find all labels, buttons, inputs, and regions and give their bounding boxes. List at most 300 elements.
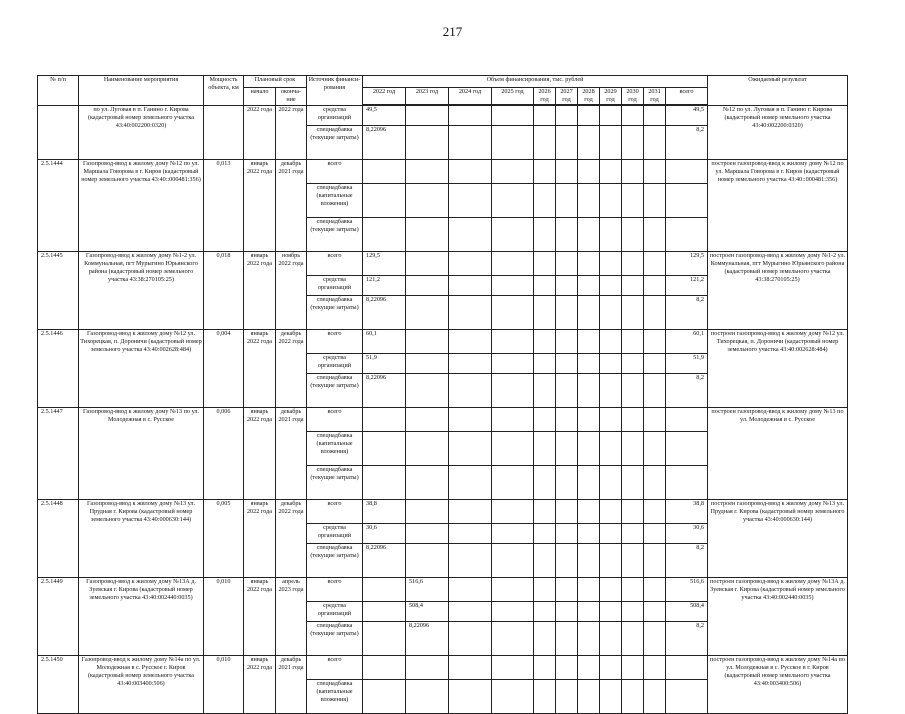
year-value <box>492 125 534 159</box>
header-year: 2024 год <box>449 88 492 105</box>
year-value <box>644 275 666 295</box>
row-num <box>38 105 79 159</box>
year-value: 38,8 <box>363 499 406 523</box>
year-value <box>363 431 406 465</box>
year-value <box>578 159 600 183</box>
measure-name: Газопровод-ввод к жилому дому №14а по ул. Молодежная в с. Русское г. Киров (кадастровый номер земельного участка 43:40:003400:506) <box>79 655 204 713</box>
year-value <box>578 217 600 251</box>
total-value: 121,2 <box>666 275 708 295</box>
funding-source: спецнадбавка (капитальные вложения) <box>307 183 363 217</box>
total-value <box>666 407 708 431</box>
year-value <box>644 655 666 679</box>
year-value <box>556 543 578 577</box>
funding-source: спецнадбавка (капитальные вложения) <box>307 431 363 465</box>
header-capacity: Мощность объекта, км <box>204 76 244 106</box>
year-value <box>622 217 644 251</box>
year-value <box>600 499 622 523</box>
year-value <box>449 601 492 621</box>
term-start: январь 2022 года <box>244 251 276 329</box>
expected-result: построен газопровод-ввод к жилому дому №13А д. Зуевская г. Кирова (кадастровый номер земельного участка 43:40:002440:0035) <box>708 577 848 655</box>
total-value: 38,8 <box>666 499 708 523</box>
year-value <box>644 295 666 329</box>
year-value <box>622 183 644 217</box>
year-value <box>600 465 622 499</box>
total-value: 508,4 <box>666 601 708 621</box>
year-value <box>449 431 492 465</box>
measure-name: по ул. Луговая в п. Ганино г. Кирова (кадастровый номер земельного участка 43:40:002200:0320) <box>79 105 204 159</box>
year-value <box>492 601 534 621</box>
header-name: Наименование мероприятия <box>79 76 204 106</box>
year-value <box>492 353 534 373</box>
capacity: 0,005 <box>204 499 244 577</box>
header-result: Ожидаемый результат <box>708 76 848 106</box>
year-value <box>492 431 534 465</box>
year-value: 8,22096 <box>363 295 406 329</box>
capacity <box>204 105 244 159</box>
year-value <box>492 655 534 679</box>
year-value <box>363 183 406 217</box>
year-value <box>406 159 449 183</box>
header-year: 2026 год <box>534 88 556 105</box>
table-row <box>38 251 848 275</box>
year-value <box>406 679 449 713</box>
header-year: 2031 год <box>644 88 666 105</box>
row-num: 2.5.1448 <box>38 499 79 577</box>
year-value <box>600 353 622 373</box>
year-value <box>600 543 622 577</box>
year-value <box>600 125 622 159</box>
year-value <box>622 523 644 543</box>
term-end: 2022 года <box>276 105 307 159</box>
term-start: январь 2022 года <box>244 407 276 499</box>
funding-source: спецнадбавка (капитальные вложения) <box>307 679 363 713</box>
funding-source: спецнадбавка (текущие затраты) <box>307 543 363 577</box>
funding-source: спецнадбавка (текущие затраты) <box>307 465 363 499</box>
year-value <box>556 523 578 543</box>
year-value <box>622 329 644 353</box>
table-row <box>38 499 848 523</box>
year-value <box>449 577 492 601</box>
header-year: 2027 год <box>556 88 578 105</box>
year-value <box>492 183 534 217</box>
year-value <box>622 621 644 655</box>
year-value <box>644 465 666 499</box>
page-number: 217 <box>442 24 463 39</box>
measure-name: Газопровод-ввод к жилому дому №12 по ул. Маршала Говорова в г. Киров (кадастровый номер земельного участка 43:40::000481:356) <box>79 159 204 251</box>
term-start: январь 2022 года <box>244 329 276 407</box>
year-value: 508,4 <box>406 601 449 621</box>
year-value <box>622 275 644 295</box>
year-value <box>449 499 492 523</box>
term-start: январь 2022 года <box>244 577 276 655</box>
year-value <box>600 577 622 601</box>
year-value <box>600 601 622 621</box>
year-value <box>363 407 406 431</box>
year-value <box>644 679 666 713</box>
year-value <box>578 353 600 373</box>
year-value <box>406 499 449 523</box>
year-value <box>578 105 600 125</box>
year-value <box>644 329 666 353</box>
total-value <box>666 655 708 679</box>
total-value: 51,9 <box>666 353 708 373</box>
year-value <box>556 431 578 465</box>
header-term: Плановый срок <box>244 76 307 88</box>
year-value <box>492 275 534 295</box>
year-value <box>622 431 644 465</box>
capacity: 0,010 <box>204 655 244 713</box>
year-value <box>578 295 600 329</box>
header-term-end: оконча-ние <box>276 88 307 106</box>
term-end: декабрь 2021 года <box>276 655 307 713</box>
year-value <box>534 577 556 601</box>
funding-source: спецнадбавка (текущие затраты) <box>307 125 363 159</box>
year-value <box>449 407 492 431</box>
total-value: 30,6 <box>666 523 708 543</box>
header-year: 2029 год <box>600 88 622 105</box>
year-value <box>600 523 622 543</box>
table-row <box>38 655 848 679</box>
measure-name: Газопровод-ввод к жилому дому №12 ул. Тихорецкая, п. Дороничи (кадастровый номер земельного участка 43:40:002628:484) <box>79 329 204 407</box>
term-start: январь 2022 года <box>244 499 276 577</box>
year-value <box>622 125 644 159</box>
year-value <box>492 621 534 655</box>
measure-name: Газопровод-ввод к жилому дому №13А д. Зуевская г. Кирова (кадастровый номер земельного участка 43:40:002440:0035) <box>79 577 204 655</box>
year-value <box>492 679 534 713</box>
year-value <box>406 329 449 353</box>
year-value: 516,6 <box>406 577 449 601</box>
measure-name: Газопровод-ввод к жилому дому №13 по ул. Молодежная в с. Русское <box>79 407 204 499</box>
year-value <box>644 105 666 125</box>
year-value <box>406 543 449 577</box>
year-value <box>406 407 449 431</box>
year-value <box>449 655 492 679</box>
year-value <box>578 431 600 465</box>
year-value <box>556 159 578 183</box>
year-value <box>406 275 449 295</box>
year-value <box>600 217 622 251</box>
header-funding: Объем финансирования, тыс. рублей <box>363 76 708 88</box>
capacity: 0,010 <box>204 577 244 655</box>
year-value <box>449 465 492 499</box>
expected-result: построен газопровод-ввод к жилому дому №14а по ул. Молодежная в с. Русское в г. Киров (кадастровый номер земельного участка 43:40:003400:506) <box>708 655 848 713</box>
capacity: 0,004 <box>204 329 244 407</box>
year-value <box>644 621 666 655</box>
term-end: декабрь 2022 года <box>276 329 307 407</box>
year-value <box>449 105 492 125</box>
term-end: декабрь 2021 года <box>276 159 307 251</box>
total-value <box>666 159 708 183</box>
year-value <box>578 679 600 713</box>
total-value: 8,2 <box>666 125 708 159</box>
year-value <box>406 251 449 275</box>
term-end: декабрь 2022 года <box>276 499 307 577</box>
year-value <box>556 621 578 655</box>
total-value: 516,6 <box>666 577 708 601</box>
year-value <box>644 577 666 601</box>
year-value <box>556 499 578 523</box>
funding-table <box>37 75 848 714</box>
expected-result: №12 по ул. Луговая в п. Ганино г. Кирова (кадастровый номер земельного участка 43:40:002200:0320) <box>708 105 848 159</box>
year-value <box>363 621 406 655</box>
year-value <box>622 655 644 679</box>
year-value <box>556 217 578 251</box>
year-value <box>556 125 578 159</box>
year-value <box>449 159 492 183</box>
year-value <box>492 295 534 329</box>
total-value: 8,2 <box>666 295 708 329</box>
year-value <box>556 251 578 275</box>
total-value: 8,2 <box>666 543 708 577</box>
term-start: январь 2022 года <box>244 159 276 251</box>
year-value <box>578 577 600 601</box>
header-term-start: начало <box>244 88 276 106</box>
year-value <box>578 523 600 543</box>
year-value <box>556 465 578 499</box>
year-value <box>622 251 644 275</box>
year-value <box>406 295 449 329</box>
header-year: 2028 год <box>578 88 600 105</box>
funding-source: всего <box>307 159 363 183</box>
year-value <box>449 251 492 275</box>
year-value <box>534 373 556 407</box>
year-value <box>644 499 666 523</box>
year-value <box>644 251 666 275</box>
funding-source: средства организаций <box>307 523 363 543</box>
year-value <box>534 431 556 465</box>
year-value: 60,1 <box>363 329 406 353</box>
year-value <box>556 655 578 679</box>
year-value <box>492 217 534 251</box>
year-value <box>578 655 600 679</box>
expected-result: построен газопровод-ввод к жилому дому №12 ул. Тихорецкая, п. Дороничи (кадастровый номер земельного участка 43:40:002628:484) <box>708 329 848 407</box>
year-value: 30,6 <box>363 523 406 543</box>
funding-source: спецнадбавка (текущие затраты) <box>307 295 363 329</box>
year-value: 8,22096 <box>406 621 449 655</box>
year-value <box>556 295 578 329</box>
year-value <box>578 465 600 499</box>
year-value <box>578 543 600 577</box>
year-value <box>600 295 622 329</box>
year-value <box>534 217 556 251</box>
table-row <box>38 329 848 353</box>
year-value <box>622 105 644 125</box>
year-value: 8,22096 <box>363 125 406 159</box>
year-value <box>363 601 406 621</box>
year-value <box>600 183 622 217</box>
funding-source: всего <box>307 655 363 679</box>
year-value <box>556 407 578 431</box>
year-value <box>644 125 666 159</box>
year-value <box>492 373 534 407</box>
capacity: 0,006 <box>204 407 244 499</box>
year-value: 8,22096 <box>363 373 406 407</box>
total-value: 60,1 <box>666 329 708 353</box>
year-value <box>449 329 492 353</box>
year-value <box>600 679 622 713</box>
year-value <box>622 353 644 373</box>
year-value <box>492 523 534 543</box>
year-value <box>644 353 666 373</box>
year-value <box>600 431 622 465</box>
year-value <box>406 465 449 499</box>
table-row <box>38 105 848 125</box>
year-value <box>556 577 578 601</box>
year-value <box>644 159 666 183</box>
year-value <box>556 183 578 217</box>
year-value <box>449 373 492 407</box>
year-value <box>578 407 600 431</box>
year-value <box>406 353 449 373</box>
year-value <box>644 601 666 621</box>
table-row <box>38 159 848 183</box>
measure-name: Газопровод-ввод к жилому дому №1-2 ул. Коммунальная, пгт Мурыгино Юрьянского района (кадастровый номер земельного участка 43:38:270105:25) <box>79 251 204 329</box>
year-value <box>406 125 449 159</box>
year-value <box>406 431 449 465</box>
year-value <box>556 601 578 621</box>
year-value <box>600 329 622 353</box>
funding-source: всего <box>307 329 363 353</box>
expected-result: построен газопровод-ввод к жилому дому №12 по ул. Маршала Говорова в г. Киров (кадастровый номер земельного участка 43:40::000481:356) <box>708 159 848 251</box>
year-value <box>492 105 534 125</box>
year-value <box>534 543 556 577</box>
year-value <box>406 655 449 679</box>
total-value: 8,2 <box>666 621 708 655</box>
year-value <box>600 407 622 431</box>
year-value: 129,5 <box>363 251 406 275</box>
year-value <box>534 655 556 679</box>
year-value <box>578 125 600 159</box>
year-value <box>406 105 449 125</box>
year-value <box>600 275 622 295</box>
header-year: 2025 год <box>492 88 534 105</box>
year-value <box>556 329 578 353</box>
year-value <box>534 499 556 523</box>
year-value <box>556 373 578 407</box>
year-value <box>556 679 578 713</box>
year-value <box>622 295 644 329</box>
year-value <box>622 373 644 407</box>
year-value <box>406 523 449 543</box>
year-value <box>644 543 666 577</box>
year-value <box>492 543 534 577</box>
funding-source: всего <box>307 499 363 523</box>
term-end: апрель 2023 года <box>276 577 307 655</box>
year-value <box>578 329 600 353</box>
year-value <box>406 373 449 407</box>
year-value <box>644 373 666 407</box>
year-value <box>600 655 622 679</box>
total-value: 8,2 <box>666 373 708 407</box>
funding-source: спецнадбавка (текущие затраты) <box>307 373 363 407</box>
term-end: ноябрь 2022 года <box>276 251 307 329</box>
year-value <box>534 295 556 329</box>
total-value <box>666 679 708 713</box>
header-year: 2030 год <box>622 88 644 105</box>
total-value <box>666 183 708 217</box>
year-value <box>534 353 556 373</box>
year-value <box>644 217 666 251</box>
total-value <box>666 431 708 465</box>
year-value <box>622 543 644 577</box>
year-value <box>363 655 406 679</box>
year-value <box>534 523 556 543</box>
year-value <box>622 499 644 523</box>
year-value: 49,5 <box>363 105 406 125</box>
row-num: 2.5.1444 <box>38 159 79 251</box>
year-value <box>534 601 556 621</box>
year-value <box>449 275 492 295</box>
year-value <box>449 523 492 543</box>
year-value <box>534 621 556 655</box>
year-value <box>644 183 666 217</box>
year-value <box>578 499 600 523</box>
year-value <box>449 543 492 577</box>
funding-source: средства организаций <box>307 601 363 621</box>
funding-source: спецнадбавка (текущие затраты) <box>307 621 363 655</box>
funding-source: всего <box>307 407 363 431</box>
year-value <box>578 275 600 295</box>
row-num: 2.5.1446 <box>38 329 79 407</box>
year-value <box>363 217 406 251</box>
funding-source: всего <box>307 577 363 601</box>
year-value <box>556 275 578 295</box>
expected-result: построен газопровод-ввод к жилому дому №1-2 ул. Коммунальная, пгт Мурыгино Юрьянского района (кадастровый номер земельного участка 43:38:270105:25) <box>708 251 848 329</box>
year-value <box>600 621 622 655</box>
header-year: 2022 год <box>363 88 406 105</box>
year-value <box>534 275 556 295</box>
total-value: 129,5 <box>666 251 708 275</box>
year-value <box>406 183 449 217</box>
year-value <box>449 217 492 251</box>
year-value <box>492 407 534 431</box>
year-value <box>406 217 449 251</box>
year-value <box>622 577 644 601</box>
table-row <box>38 407 848 431</box>
year-value <box>622 159 644 183</box>
year-value <box>622 679 644 713</box>
year-value <box>449 295 492 329</box>
year-value <box>600 105 622 125</box>
year-value <box>534 679 556 713</box>
year-value <box>363 465 406 499</box>
year-value <box>556 353 578 373</box>
year-value <box>534 105 556 125</box>
header-source: Источник финанси-рования <box>307 76 363 106</box>
year-value: 121,2 <box>363 275 406 295</box>
year-value <box>534 465 556 499</box>
funding-source: спецнадбавка (текущие затраты) <box>307 217 363 251</box>
year-value <box>492 577 534 601</box>
row-num: 2.5.1450 <box>38 655 79 713</box>
year-value <box>578 601 600 621</box>
header-num: № п/п <box>38 76 79 106</box>
table-row <box>38 577 848 601</box>
total-value <box>666 465 708 499</box>
year-value <box>578 373 600 407</box>
year-value <box>578 251 600 275</box>
year-value <box>534 125 556 159</box>
year-value <box>578 621 600 655</box>
year-value <box>556 105 578 125</box>
year-value <box>644 523 666 543</box>
year-value <box>644 431 666 465</box>
year-value <box>449 679 492 713</box>
funding-source: средства организаций <box>307 275 363 295</box>
year-value <box>363 679 406 713</box>
measure-name: Газопровод-ввод к жилому дому №13 ул. Прудная г. Кирова (кадастровый номер земельного участка 43:40:000630:144) <box>79 499 204 577</box>
year-value <box>600 251 622 275</box>
